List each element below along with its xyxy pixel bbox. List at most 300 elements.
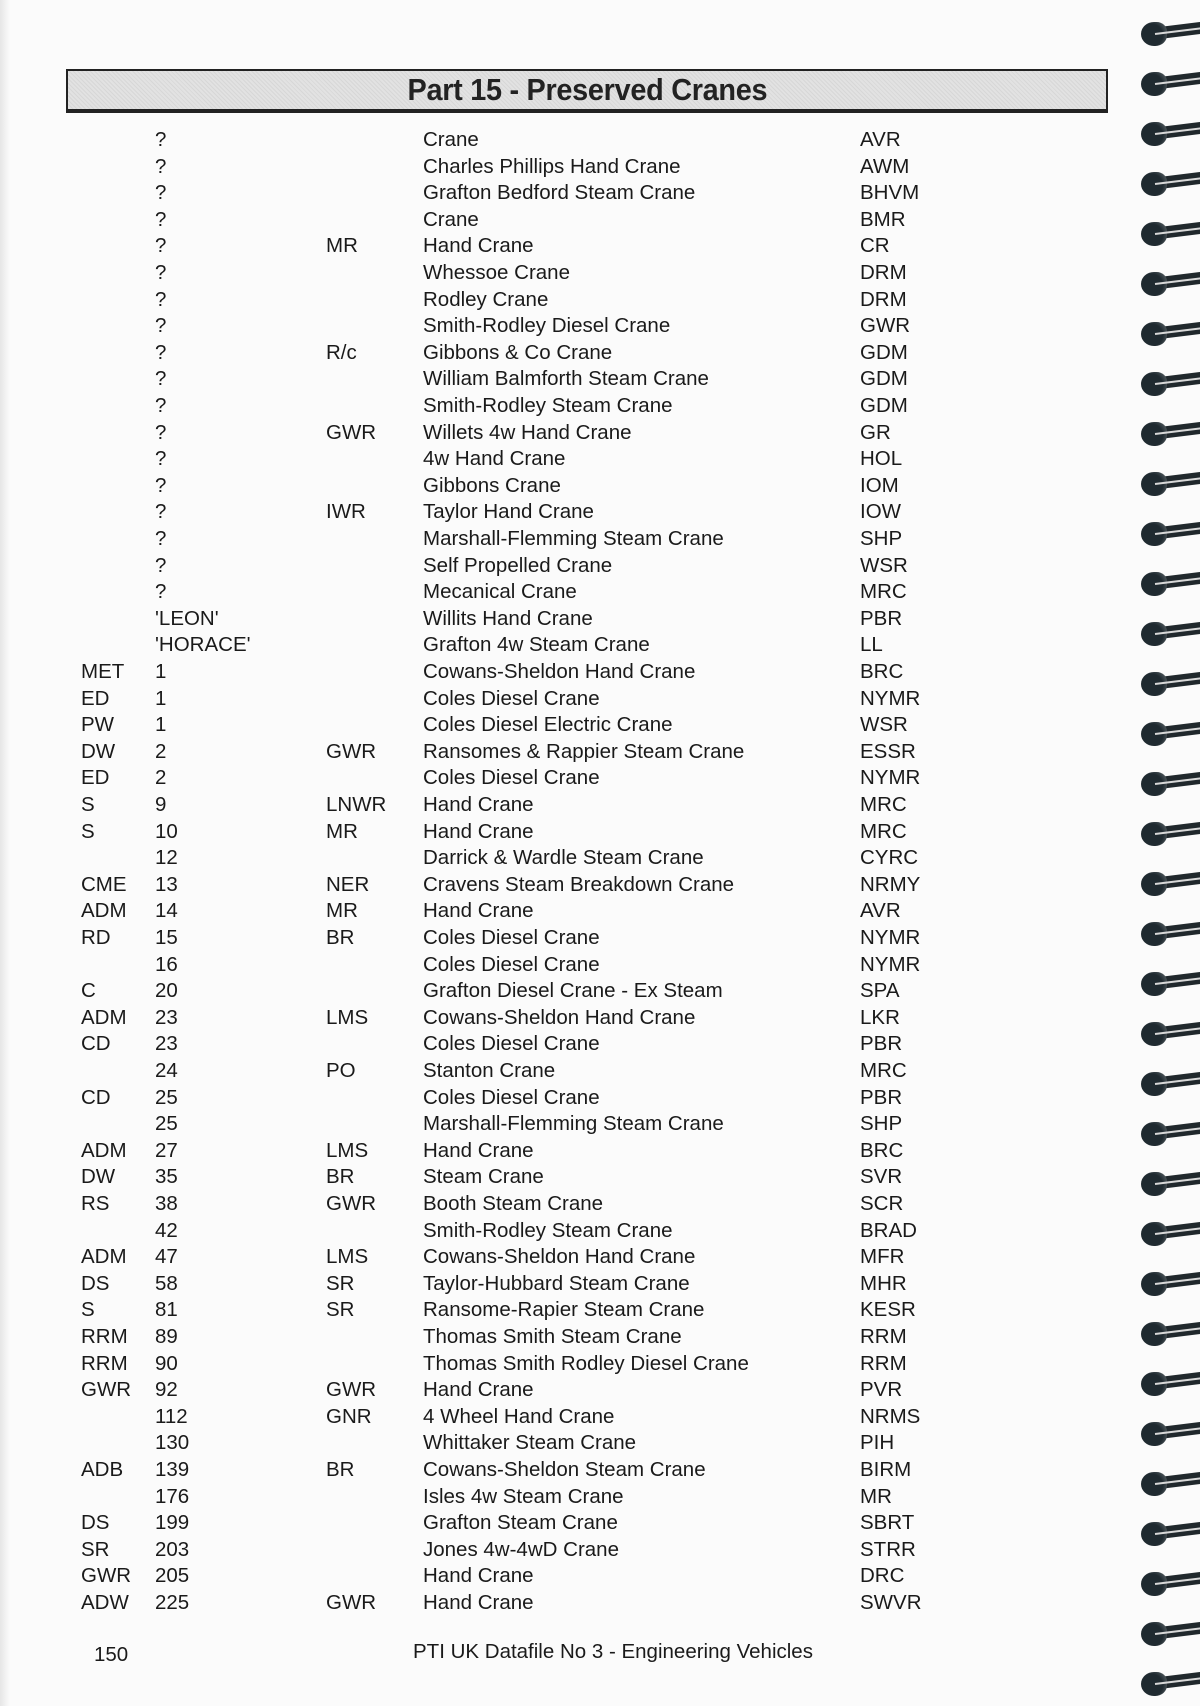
- location-code: BHVM: [860, 181, 920, 205]
- crane-description: Coles Diesel Crane: [423, 686, 600, 710]
- origin-company: GNR: [326, 1404, 372, 1428]
- class-prefix: ADW: [81, 1591, 129, 1614]
- origin-company: LMS: [326, 1005, 369, 1029]
- location-code: WSR: [860, 713, 908, 737]
- location-code: MRC: [860, 1059, 907, 1082]
- crane-description: Cowans-Sheldon Hand Crane: [423, 660, 696, 683]
- vehicle-number: 35: [155, 1165, 178, 1189]
- location-code: BRC: [860, 1138, 904, 1162]
- location-code: IOW: [860, 500, 901, 524]
- location-code: GR: [860, 420, 891, 444]
- binding-coil-icon: [1141, 1370, 1200, 1396]
- location-code: BRAD: [860, 1218, 917, 1242]
- table-row: [0, 898, 1140, 925]
- table-row: [0, 872, 1140, 899]
- crane-description: Grafton 4w Steam Crane: [423, 633, 650, 657]
- vehicle-number: 16: [155, 952, 178, 976]
- class-prefix: ADM: [81, 1005, 127, 1029]
- location-code: DRM: [860, 287, 907, 311]
- vehicle-number: 23: [155, 1005, 178, 1029]
- vehicle-number: 205: [155, 1564, 190, 1588]
- vehicle-number: ?: [155, 394, 167, 417]
- spiral-binding: [1135, 0, 1200, 1706]
- origin-company: PO: [326, 1059, 356, 1082]
- location-code: ESSR: [860, 739, 916, 763]
- binding-coil-icon: [1141, 120, 1200, 146]
- location-code: RRM: [860, 1351, 907, 1375]
- table-row: [0, 1457, 1140, 1484]
- class-prefix: ED: [81, 686, 110, 710]
- table-row: [0, 1218, 1140, 1245]
- class-prefix: ADM: [81, 899, 127, 923]
- binding-coil-icon: [1141, 1420, 1200, 1446]
- vehicle-number: ?: [155, 154, 167, 178]
- class-prefix: C: [81, 979, 96, 1003]
- table-row: [0, 446, 1140, 473]
- crane-description: Jones 4w-4wD Crane: [423, 1537, 619, 1561]
- crane-description: Coles Diesel Crane: [423, 952, 600, 976]
- crane-description: Taylor-Hubbard Steam Crane: [423, 1271, 690, 1295]
- location-code: SHP: [860, 527, 903, 550]
- location-code: LL: [860, 633, 883, 657]
- binding-coil-icon: [1141, 270, 1200, 296]
- vehicle-number: 15: [155, 926, 178, 949]
- crane-description: 4 Wheel Hand Crane: [423, 1404, 615, 1428]
- table-row: [0, 1324, 1140, 1351]
- table-row: [0, 845, 1140, 872]
- vehicle-number: 199: [155, 1511, 190, 1535]
- crane-description: Rodley Crane: [423, 287, 549, 311]
- class-prefix: SR: [81, 1537, 110, 1561]
- crane-description: Hand Crane: [423, 1591, 534, 1614]
- origin-company: LMS: [326, 1245, 369, 1269]
- vehicle-number: ?: [155, 500, 167, 524]
- table-row: [0, 1563, 1140, 1590]
- crane-description: Smith-Rodley Steam Crane: [423, 394, 673, 417]
- crane-description: Coles Diesel Crane: [423, 1032, 600, 1056]
- crane-description: Thomas Smith Rodley Diesel Crane: [423, 1351, 749, 1375]
- location-code: NYMR: [860, 952, 921, 976]
- vehicle-number: 42: [155, 1218, 178, 1242]
- crane-description: Grafton Steam Crane: [423, 1511, 618, 1535]
- location-code: PBR: [860, 1085, 903, 1109]
- crane-description: Gibbons & Co Crane: [423, 340, 613, 364]
- location-code: KESR: [860, 1298, 916, 1322]
- vehicle-number: ?: [155, 261, 167, 284]
- vehicle-number: 25: [155, 1085, 178, 1109]
- binding-coil-icon: [1141, 1270, 1200, 1296]
- vehicle-number: 'HORACE': [155, 633, 251, 657]
- crane-description: Smith-Rodley Diesel Crane: [423, 314, 671, 338]
- crane-description: Stanton Crane: [423, 1059, 556, 1082]
- class-prefix: CME: [81, 872, 127, 896]
- vehicle-number: 81: [155, 1298, 178, 1322]
- table-row: [0, 1111, 1140, 1138]
- location-code: MHR: [860, 1271, 907, 1295]
- crane-description: Mecanical Crane: [423, 580, 577, 604]
- publication-title: PTI UK Datafile No 3 - Engineering Vehicles: [413, 1640, 813, 1663]
- binding-coil-icon: [1141, 920, 1200, 946]
- class-prefix: ADB: [81, 1458, 124, 1481]
- table-row: [0, 260, 1140, 287]
- crane-description: Taylor Hand Crane: [423, 500, 594, 524]
- page-number: 150: [94, 1643, 129, 1666]
- location-code: SWVR: [860, 1591, 922, 1614]
- class-prefix: S: [81, 793, 95, 816]
- vehicle-number: 14: [155, 899, 178, 923]
- location-code: NRMY: [860, 872, 921, 896]
- table-row: [0, 420, 1140, 447]
- origin-company: BR: [326, 926, 355, 949]
- crane-description: Hand Crane: [423, 1564, 534, 1588]
- crane-description: Smith-Rodley Steam Crane: [423, 1218, 673, 1242]
- crane-description: Coles Diesel Crane: [423, 926, 600, 949]
- location-code: NRMS: [860, 1404, 921, 1428]
- origin-company: IWR: [326, 500, 366, 524]
- table-row: [0, 499, 1140, 526]
- crane-description: Coles Diesel Electric Crane: [423, 713, 673, 737]
- vehicle-number: ?: [155, 580, 167, 604]
- location-code: DRM: [860, 261, 907, 284]
- crane-description: Hand Crane: [423, 1378, 534, 1402]
- crane-description: Cowans-Sheldon Hand Crane: [423, 1005, 696, 1029]
- vehicle-number: 1: [155, 660, 167, 683]
- crane-description: Isles 4w Steam Crane: [423, 1484, 624, 1508]
- class-prefix: RRM: [81, 1325, 128, 1348]
- vehicle-number: 90: [155, 1351, 178, 1375]
- table-row: [0, 1244, 1140, 1271]
- class-prefix: ADM: [81, 1138, 127, 1162]
- location-code: MRC: [860, 793, 907, 816]
- origin-company: GWR: [326, 1591, 377, 1614]
- location-code: STRR: [860, 1537, 916, 1561]
- crane-description: Booth Steam Crane: [423, 1192, 604, 1215]
- table-row: [0, 1058, 1140, 1085]
- binding-coil-icon: [1141, 1220, 1200, 1246]
- class-prefix: ED: [81, 766, 110, 790]
- crane-description: Willits Hand Crane: [423, 606, 593, 630]
- crane-description: Hand Crane: [423, 1138, 534, 1162]
- class-prefix: CD: [81, 1032, 111, 1056]
- vehicle-number: 12: [155, 846, 178, 870]
- crane-description: Marshall-Flemming Steam Crane: [423, 527, 724, 550]
- crane-description: Grafton Diesel Crane - Ex Steam: [423, 979, 723, 1003]
- table-row: [0, 739, 1140, 766]
- table-row: [0, 207, 1140, 234]
- location-code: BIRM: [860, 1458, 912, 1481]
- vehicle-number: 176: [155, 1484, 190, 1508]
- table-row: [0, 1590, 1140, 1617]
- origin-company: BR: [326, 1458, 355, 1481]
- table-row: [0, 765, 1140, 792]
- location-code: NYMR: [860, 926, 921, 949]
- crane-description: Darrick & Wardle Steam Crane: [423, 846, 704, 870]
- vehicle-number: ?: [155, 473, 167, 497]
- location-code: BRC: [860, 660, 904, 683]
- vehicle-number: ?: [155, 314, 167, 338]
- location-code: SVR: [860, 1165, 903, 1189]
- location-code: WSR: [860, 553, 908, 577]
- origin-company: GWR: [326, 1378, 377, 1402]
- table-row: [0, 127, 1140, 154]
- table-row: [0, 154, 1140, 181]
- table-row: [0, 1377, 1140, 1404]
- vehicle-number: ?: [155, 234, 167, 258]
- class-prefix: DW: [81, 739, 116, 763]
- location-code: GWR: [860, 314, 911, 338]
- origin-company: GWR: [326, 739, 377, 763]
- origin-company: GWR: [326, 1192, 377, 1215]
- table-row: [0, 606, 1140, 633]
- crane-description: Coles Diesel Crane: [423, 766, 600, 790]
- crane-description: Crane: [423, 207, 479, 231]
- crane-description: Charles Phillips Hand Crane: [423, 154, 681, 178]
- vehicle-number: 'LEON': [155, 606, 219, 630]
- binding-coil-icon: [1141, 520, 1200, 546]
- vehicle-number: 112: [155, 1404, 188, 1428]
- origin-company: MR: [326, 819, 358, 843]
- crane-description: Gibbons Crane: [423, 473, 561, 497]
- table-row: [0, 1271, 1140, 1298]
- binding-coil-icon: [1141, 820, 1200, 846]
- table-row: [0, 1510, 1140, 1537]
- vehicle-number: 2: [155, 766, 167, 790]
- vehicle-number: 9: [155, 793, 167, 816]
- binding-coil-icon: [1141, 1320, 1200, 1346]
- vehicle-number: ?: [155, 367, 167, 391]
- class-prefix: MET: [81, 660, 125, 683]
- location-code: GDM: [860, 394, 908, 417]
- table-row: [0, 233, 1140, 260]
- origin-company: SR: [326, 1298, 355, 1322]
- origin-company: GWR: [326, 420, 377, 444]
- location-code: IOM: [860, 473, 899, 497]
- location-code: SPA: [860, 979, 900, 1003]
- location-code: SBRT: [860, 1511, 915, 1535]
- vehicle-number: 27: [155, 1138, 178, 1162]
- binding-coil-icon: [1141, 1020, 1200, 1046]
- table-row: [0, 659, 1140, 686]
- location-code: AVR: [860, 899, 901, 923]
- binding-coil-icon: [1141, 1070, 1200, 1096]
- origin-company: NER: [326, 872, 370, 896]
- table-row: [0, 1005, 1140, 1032]
- table-row: [0, 632, 1140, 659]
- crane-description: 4w Hand Crane: [423, 447, 566, 471]
- crane-description: Hand Crane: [423, 899, 534, 923]
- vehicle-number: 92: [155, 1378, 178, 1402]
- location-code: NYMR: [860, 686, 921, 710]
- table-row: [0, 1191, 1140, 1218]
- crane-description: Hand Crane: [423, 819, 534, 843]
- binding-coil-icon: [1141, 670, 1200, 696]
- class-prefix: S: [81, 1298, 95, 1322]
- location-code: RRM: [860, 1325, 907, 1348]
- vehicle-number: ?: [155, 553, 167, 577]
- binding-coil-icon: [1141, 170, 1200, 196]
- table-row: [0, 1484, 1140, 1511]
- table-row: [0, 340, 1140, 367]
- location-code: PBR: [860, 606, 903, 630]
- vehicle-number: 130: [155, 1431, 190, 1455]
- class-prefix: DS: [81, 1271, 110, 1295]
- origin-company: BR: [326, 1165, 355, 1189]
- crane-description: Thomas Smith Steam Crane: [423, 1325, 682, 1348]
- table-row: [0, 952, 1140, 979]
- binding-coil-icon: [1141, 970, 1200, 996]
- location-code: GDM: [860, 367, 908, 391]
- vehicle-number: 1: [155, 686, 167, 710]
- crane-description: Hand Crane: [423, 234, 534, 258]
- table-row: [0, 366, 1140, 393]
- table-row: [0, 553, 1140, 580]
- vehicle-number: ?: [155, 340, 167, 364]
- binding-coil-icon: [1141, 70, 1200, 96]
- table-row: [0, 1430, 1140, 1457]
- table-row: [0, 978, 1140, 1005]
- vehicle-number: 139: [155, 1458, 190, 1481]
- table-row: [0, 579, 1140, 606]
- origin-company: MR: [326, 234, 358, 258]
- class-prefix: GWR: [81, 1564, 132, 1588]
- table-row: [0, 1085, 1140, 1112]
- binding-coil-icon: [1141, 1120, 1200, 1146]
- binding-coil-icon: [1141, 1520, 1200, 1546]
- class-prefix: S: [81, 819, 95, 843]
- location-code: MRC: [860, 580, 907, 604]
- location-code: PBR: [860, 1032, 903, 1056]
- class-prefix: RD: [81, 926, 111, 949]
- location-code: MFR: [860, 1245, 905, 1269]
- table-row: [0, 1164, 1140, 1191]
- vehicle-number: 89: [155, 1325, 178, 1348]
- table-row: [0, 1297, 1140, 1324]
- location-code: AVR: [860, 128, 901, 151]
- class-prefix: GWR: [81, 1378, 132, 1402]
- vehicle-number: 225: [155, 1591, 190, 1614]
- location-code: AWM: [860, 154, 910, 178]
- location-code: BMR: [860, 207, 906, 231]
- location-code: DRC: [860, 1564, 905, 1588]
- class-prefix: PW: [81, 713, 115, 737]
- location-code: CYRC: [860, 846, 919, 870]
- crane-description: Ransome-Rapier Steam Crane: [423, 1298, 705, 1322]
- table-row: [0, 686, 1140, 713]
- table-row: [0, 1138, 1140, 1165]
- vehicle-number: 47: [155, 1245, 178, 1269]
- table-row: [0, 925, 1140, 952]
- location-code: MR: [860, 1484, 892, 1508]
- page-title: Part 15 - Preserved Cranes: [407, 72, 767, 107]
- table-row: [0, 313, 1140, 340]
- binding-coil-icon: [1141, 420, 1200, 446]
- binding-coil-icon: [1141, 1170, 1200, 1196]
- table-row: [0, 712, 1140, 739]
- vehicle-number: 23: [155, 1032, 178, 1056]
- table-row: [0, 1404, 1140, 1431]
- binding-coil-icon: [1141, 1620, 1200, 1646]
- location-code: GDM: [860, 340, 908, 364]
- crane-description: Cowans-Sheldon Hand Crane: [423, 1245, 696, 1269]
- crane-description: Coles Diesel Crane: [423, 1085, 600, 1109]
- crane-description: Ransomes & Rappier Steam Crane: [423, 739, 745, 763]
- vehicle-number: ?: [155, 181, 167, 205]
- location-code: NYMR: [860, 766, 921, 790]
- binding-coil-icon: [1141, 20, 1200, 46]
- vehicle-number: 20: [155, 979, 178, 1003]
- class-prefix: RS: [81, 1192, 110, 1215]
- table-row: [0, 1031, 1140, 1058]
- table-row: [0, 792, 1140, 819]
- table-row: [0, 473, 1140, 500]
- binding-coil-icon: [1141, 220, 1200, 246]
- binding-coil-icon: [1141, 770, 1200, 796]
- crane-description: Whessoe Crane: [423, 261, 570, 284]
- binding-coil-icon: [1141, 720, 1200, 746]
- class-prefix: ADM: [81, 1245, 127, 1269]
- crane-description: Marshall-Flemming Steam Crane: [423, 1112, 724, 1136]
- location-code: LKR: [860, 1005, 900, 1029]
- vehicle-number: 13: [155, 872, 178, 896]
- origin-company: SR: [326, 1271, 355, 1295]
- binding-coil-icon: [1141, 1570, 1200, 1596]
- vehicle-number: 1: [155, 713, 167, 737]
- crane-description: Whittaker Steam Crane: [423, 1431, 637, 1455]
- vehicle-number: 38: [155, 1192, 178, 1215]
- crane-description: Cowans-Sheldon Steam Crane: [423, 1458, 706, 1481]
- vehicle-number: ?: [155, 287, 167, 311]
- crane-description: Steam Crane: [423, 1165, 544, 1189]
- binding-coil-icon: [1141, 1670, 1200, 1696]
- location-code: MRC: [860, 819, 907, 843]
- vehicle-number: ?: [155, 207, 167, 231]
- class-prefix: DW: [81, 1165, 116, 1189]
- vehicle-number: ?: [155, 128, 167, 151]
- crane-description: Hand Crane: [423, 793, 534, 816]
- class-prefix: DS: [81, 1511, 110, 1535]
- crane-description: Cravens Steam Breakdown Crane: [423, 872, 735, 896]
- vehicle-number: 58: [155, 1271, 178, 1295]
- table-row: [0, 1537, 1140, 1564]
- crane-description: Crane: [423, 128, 479, 151]
- table-row: [0, 526, 1140, 553]
- vehicle-number: ?: [155, 527, 167, 550]
- table-row: [0, 1351, 1140, 1378]
- vehicle-number: 24: [155, 1059, 178, 1082]
- location-code: PIH: [860, 1431, 895, 1455]
- crane-description: Grafton Bedford Steam Crane: [423, 181, 696, 205]
- location-code: CR: [860, 234, 890, 258]
- origin-company: LNWR: [326, 793, 387, 816]
- vehicle-number: 203: [155, 1537, 190, 1561]
- crane-description: Self Propelled Crane: [423, 553, 613, 577]
- location-code: SCR: [860, 1192, 904, 1215]
- crane-description: William Balmforth Steam Crane: [423, 367, 709, 391]
- origin-company: MR: [326, 899, 358, 923]
- table-row: [0, 393, 1140, 420]
- binding-coil-icon: [1141, 320, 1200, 346]
- class-prefix: RRM: [81, 1351, 128, 1375]
- binding-coil-icon: [1141, 370, 1200, 396]
- section-title-banner: [66, 69, 1108, 113]
- binding-coil-icon: [1141, 570, 1200, 596]
- binding-coil-icon: [1141, 620, 1200, 646]
- table-row: [0, 287, 1140, 314]
- origin-company: LMS: [326, 1138, 369, 1162]
- vehicle-number: 2: [155, 739, 167, 763]
- binding-coil-icon: [1141, 870, 1200, 896]
- origin-company: R/c: [326, 340, 357, 364]
